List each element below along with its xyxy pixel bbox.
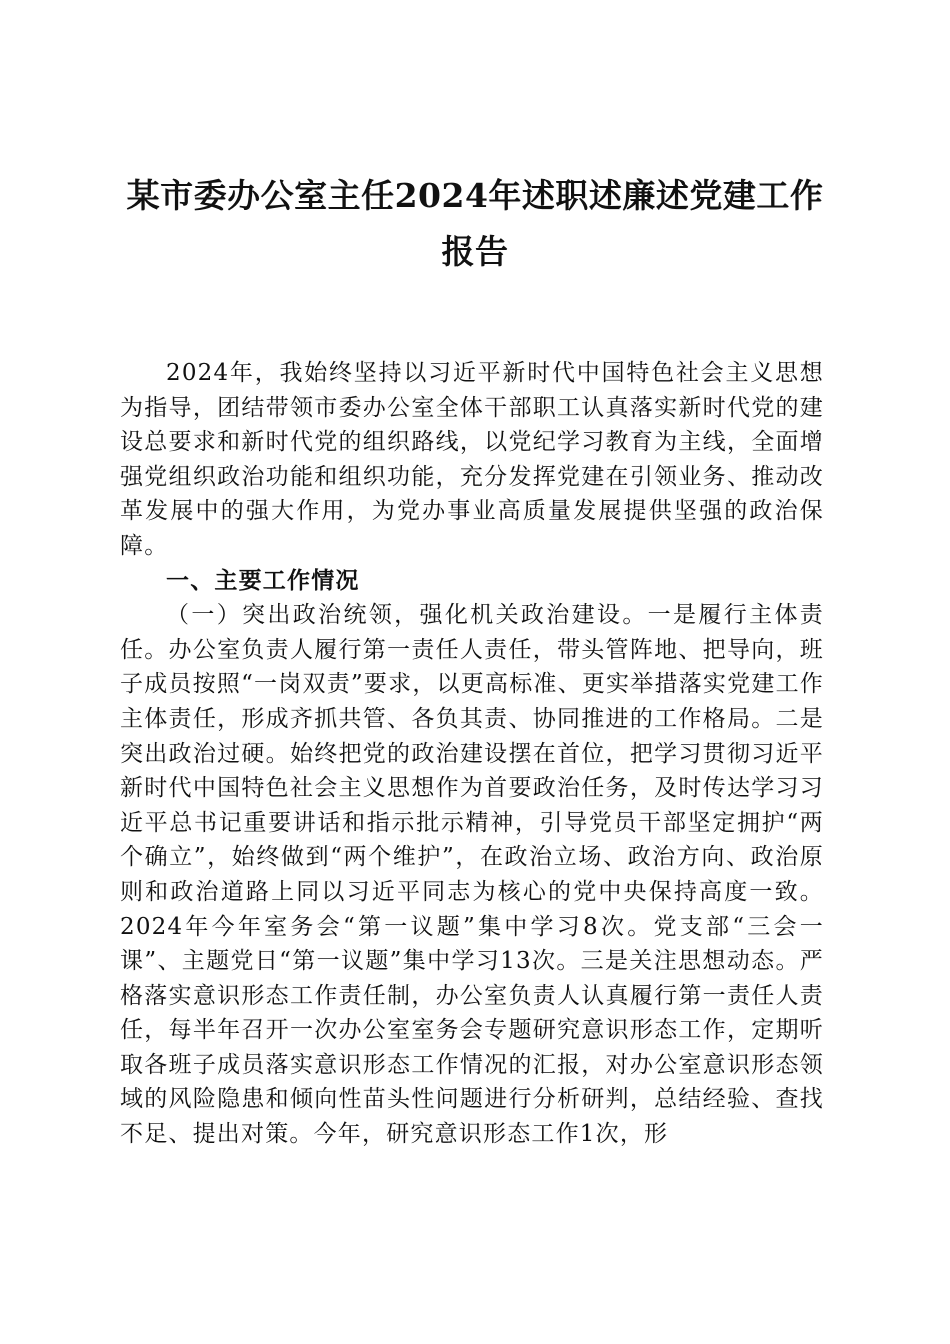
section-heading: 一、主要工作情况 xyxy=(166,567,360,594)
intro-paragraph: 2024年，我始终坚持以习近平新时代中国特色社会主义思想为指导，团结带领市委办公室全体干部职工认真落实新时代党的建设总要求和新时代党的组织路线，以党纪学习教育为主线，全面增强党组织政治功能和组织功能，充分发挥党建在引领业务、推动改革发展中的强大作用，为党办事业高质量发展提供坚强的政治保障。 xyxy=(120,360,824,559)
body-paragraph: （一）突出政治统领，强化机关政治建设。一是履行主体责任。办公室负责人履行第一责任人责任，带头管阵地、把导向，班子成员按照“一岗双责”要求，以更高标准、更实举措落实党建工作主体责任，形成齐抓共管、各负其责、协同推进的工作格局。二是突出政治过硬。始终把党的政治建设摆在首位，把学习贯彻习近平新时代中国特色社会主义思想作为首要政治任务，及时传达学习习近平总书记重要讲话和指示批示精神，引导党员干部坚定拥护“两个确立”，始终做到“两个维护”，在政治立场、政治方向、政治原则和政治道路上同以习近平同志为核心的党中央保持高度一致。2024年今年室务会“第一议题”集中学习8次。党支部“三会一课”、主题党日“第一议题”集中学习13次。三是关注思想动态。严格落实意识形态工作责任制，办公室负责人认真履行第一责任人责任，每半年召开一次办公室室务会专题研究意识形态工作，定期听取各班子成员落实意识形态工作情况的汇报，对办公室意识形态领域的风险隐患和倾向性苗头性问题进行分析研判，总结经验、查找不足、提出对策。今年，研究意识形态工作1次，形 xyxy=(120,602,824,1148)
document-body xyxy=(120,356,824,1152)
document-title: 某市委办公室主任2024年述职述廉述党建工作报告 xyxy=(126,176,824,271)
